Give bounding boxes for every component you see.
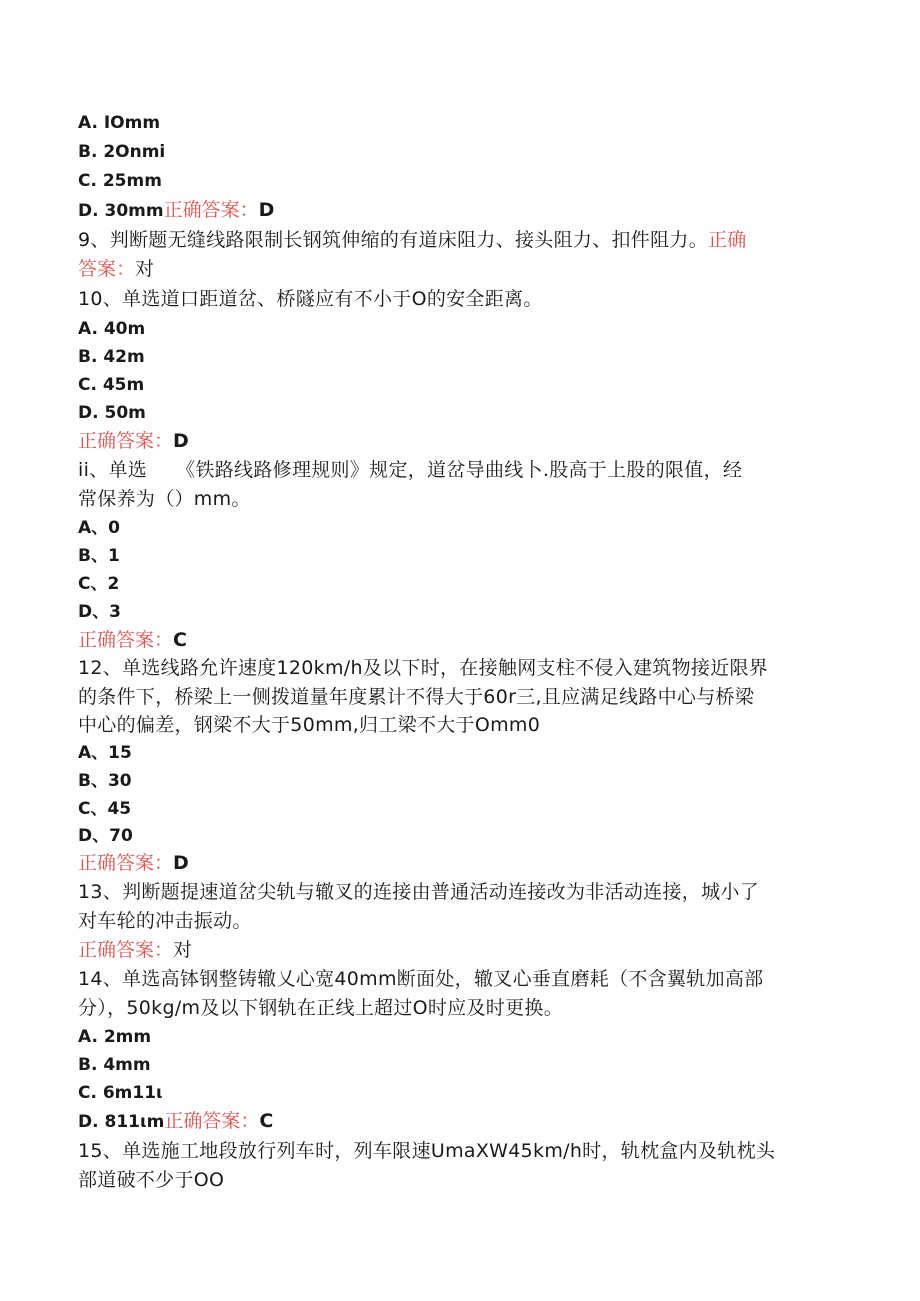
q10-option-d: D. 50m bbox=[78, 403, 146, 423]
q9-text: 9、判断题无缝线路限制长钢筑伸缩的有道床阻力、接头阻力、扣件阻力。 bbox=[78, 229, 708, 251]
q11-answer-value: C bbox=[173, 629, 187, 651]
q10-answer-line bbox=[78, 428, 189, 454]
q10-option-b: B. 42m bbox=[78, 347, 145, 367]
q14-line2: 分），50kg/m及以下钢轨在正线上超过O时应及时更换。 bbox=[78, 997, 564, 1019]
q14-answer-label: 正确答案： bbox=[164, 1110, 260, 1132]
q10-answer-value: D bbox=[173, 430, 189, 452]
q12-option-d: D、70 bbox=[78, 826, 133, 846]
q12-line1: 12、单选线路允许速度120km/h及以下时，在接触网支柱不侵入建筑物接近限界 bbox=[78, 657, 769, 679]
q8-option-b: B. 2Onmi bbox=[78, 142, 166, 162]
q12-option-a: A、15 bbox=[78, 743, 132, 763]
q14-option-b: B. 4mm bbox=[78, 1055, 151, 1075]
q11-option-a: A、0 bbox=[78, 518, 120, 538]
q12-line3: 中心的偏差，钢梁不大于50mm,归工梁不大于Omm0 bbox=[78, 714, 541, 736]
q11-option-b: B、1 bbox=[78, 546, 120, 566]
q13-answer-value: 对 bbox=[173, 939, 193, 961]
q13-line2: 对车轮的冲击振动。 bbox=[78, 910, 252, 932]
q14-option-d: D. 811ιm bbox=[78, 1112, 165, 1132]
q15-line1: 15、单选施工地段放行列车时，列车限速UmaXW45km/h时，轨枕盒内及轨枕头 bbox=[78, 1140, 776, 1162]
q12-answer-line bbox=[78, 850, 189, 876]
q9-answer-value: 对 bbox=[135, 258, 155, 280]
q12-line2: 的条件下，桥梁上一侧拨道量年度累计不得大于60r三,且应满足线路中心与桥梁 bbox=[78, 686, 755, 708]
q9-line1 bbox=[78, 227, 747, 253]
q11-option-c: C、2 bbox=[78, 574, 120, 594]
q15-line2: 部道破不少于OO bbox=[78, 1169, 225, 1191]
q8-answer-label: 正确答案： bbox=[163, 199, 259, 221]
q10-title: 10、单选道口距道岔、桥隧应有不小于O的安全距离。 bbox=[78, 288, 543, 310]
q10-option-a: A. 40m bbox=[78, 319, 146, 339]
q11-answer-line bbox=[78, 627, 187, 653]
q8-option-d-line bbox=[78, 197, 274, 224]
q10-answer-label: 正确答案： bbox=[78, 430, 174, 452]
q14-line1: 14、单选高钵钢整铸辙乂心宽40mm断面处，辙叉心垂直磨耗（不含翼轨加高部 bbox=[78, 968, 764, 990]
q11-option-d: D、3 bbox=[78, 602, 121, 622]
q9-answer-label-b: 答案： bbox=[78, 258, 136, 280]
q10-option-c: C. 45m bbox=[78, 375, 145, 395]
q14-answer-value: C bbox=[259, 1110, 274, 1132]
q11-answer-label: 正确答案： bbox=[78, 629, 174, 651]
q8-option-a: A. IOmm bbox=[78, 113, 161, 133]
q8-answer-value: D bbox=[258, 199, 275, 221]
q11-line1: ii、单选 《铁路线路修理规则》规定，道岔导曲线卜.股高于上股的限值，经 bbox=[78, 459, 743, 481]
q14-option-d-line bbox=[78, 1108, 273, 1135]
q12-answer-label: 正确答案： bbox=[78, 852, 174, 874]
q12-answer-value: D bbox=[173, 852, 189, 874]
q14-option-a: A. 2mm bbox=[78, 1027, 152, 1047]
q14-option-c: C. 6m11ι bbox=[78, 1083, 163, 1103]
q12-option-c: C、45 bbox=[78, 799, 132, 819]
q9-answer-label-a: 正确 bbox=[708, 229, 747, 251]
q9-answer-line bbox=[78, 256, 154, 282]
q13-answer-label: 正确答案： bbox=[78, 939, 174, 961]
q8-option-c: C. 25mm bbox=[78, 171, 162, 191]
q12-option-b: B、30 bbox=[78, 771, 132, 791]
q13-answer-line bbox=[78, 937, 192, 963]
q11-line2: 常保养为（）mm。 bbox=[78, 488, 251, 510]
q13-line1: 13、判断题提速道岔尖轨与辙叉的连接由普通活动连接改为非活动连接，城小了 bbox=[78, 881, 759, 903]
q8-option-d: D. 30mm bbox=[78, 201, 164, 221]
